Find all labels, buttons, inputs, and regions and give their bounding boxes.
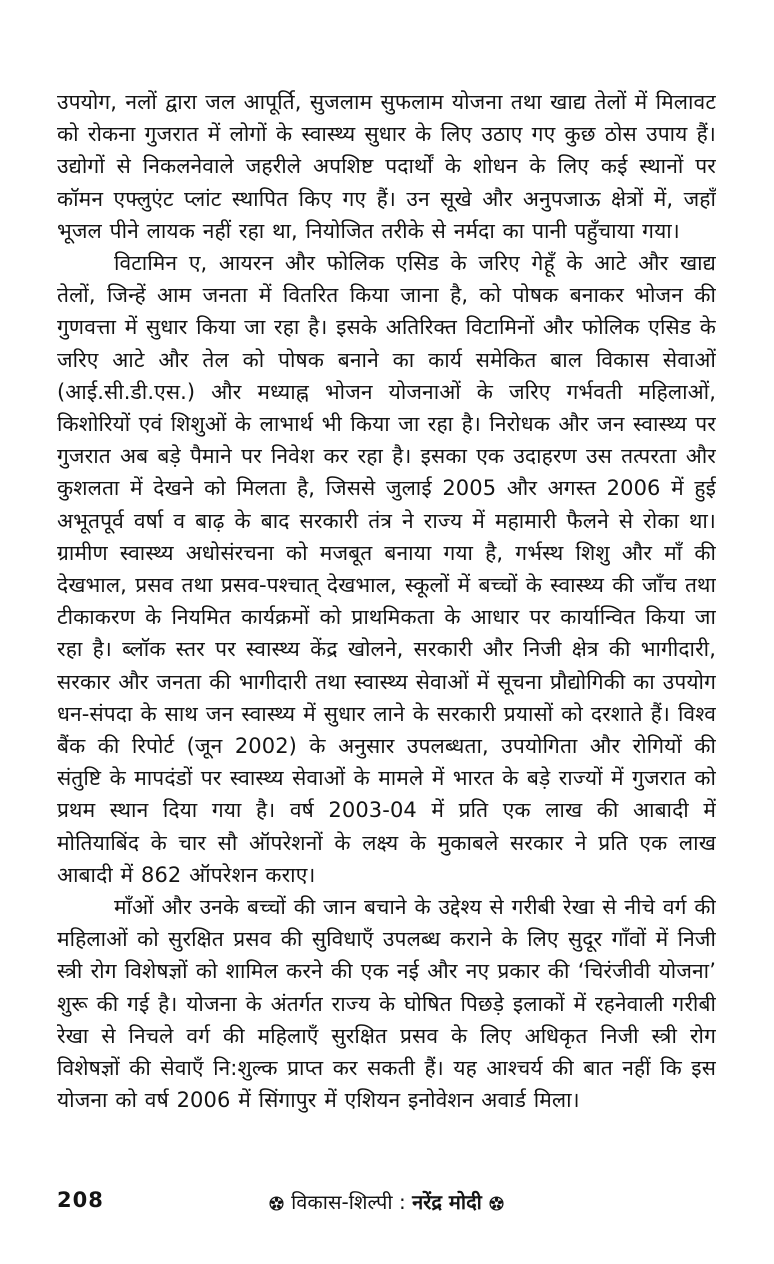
page-footer — [57, 1188, 716, 1216]
rosette-ornament-icon — [489, 1196, 504, 1211]
page-body-text — [57, 86, 716, 1164]
page-number: 208 — [57, 1188, 104, 1212]
rosette-ornament-icon — [269, 1196, 284, 1211]
running-title-author: नरेंद्र मोदी — [412, 1190, 482, 1214]
body-paragraph: विटामिन ए, आयरन और फोलिक एसिड के जरिए गेहूँ के आटे और खाद्य तेलों, जिन्हें आम जनता में वितरित किया जाना है, को पोषक बनाकर भोजन की गुणवत्ता में सुधार किया जा रहा है। इसके अतिरिक्त विटामिनों और फोलिक एसिड के जरिए आटे और तेल को पोषक बनाने का कार्य समेकित बाल विकास सेवाओं (आई.सी.डी.एस.) और मध्याह्न भोजन योजनाओं के जरिए गर्भवती महिलाओं, किशोरियों एवं शिशुओं के लाभार्थ भी किया जा रहा है। निरोधक और जन स्वास्थ्य पर गुजरात अब बड़े पैमाने पर निवेश कर रहा है। इसका एक उदाहरण उस तत्परता और कुशलता में देखने को मिलता है, जिससे जुलाई 2005 और अगस्त 2006 में हुई अभूतपूर्व वर्षा व बाढ़ के बाद सरकारी तंत्र ने राज्य में महामारी फैलने से रोका था। ग्रामीण स्वास्थ्य अधोसंरचना को मजबूत बनाया गया है, गर्भस्थ शिशु और माँ की देखभाल, प्रसव तथा प्रसव-पश्चात् देखभाल, स्कूलों में बच्चों के स्वास्थ्य की जाँच तथा टीकाकरण के नियमित कार्यक्रमों को प्राथमिकता के आधार पर कार्यान्वित किया जा रहा है। ब्लॉक स्तर पर स्वास्थ्य केंद्र खोलने, सरकारी और निजी क्षेत्र की भागीदारी, सरकार और जनता की भागीदारी तथा स्वास्थ्य सेवाओं में सूचना प्रौद्योगिकी का उपयोग धन-संपदा के साथ जन स्वास्थ्य में सुधार लाने के सरकारी प्रयासों को दरशाते हैं। विश्व बैंक की रिपोर्ट (जून 2002) के अनुसार उपलब्धता, उपयोगिता और रोगियों की संतुष्टि के मापदंडों पर स्वास्थ्य सेवाओं के मामले में भारत के बड़े राज्यों में गुजरात को प्रथम स्थान दिया गया है। वर्ष 2003-04 में प्रति एक लाख की आबादी में मोतियाबिंद के चार सौ ऑपरेशनों के लक्ष्य के मुकाबले सरकार ने प्रति एक लाख आबादी में 862 ऑपरेशन कराए। — [57, 251, 716, 887]
body-paragraph: उपयोग, नलों द्वारा जल आपूर्ति, सुजलाम सुफलाम योजना तथा खाद्य तेलों में मिलावट को रोकना गुजरात में लोगों के स्वास्थ्य सुधार के लिए उठाए गए कुछ ठोस उपाय हैं। उद्योगों से निकलनेवाले जहरीले अपशिष्ट पदार्थों के शोधन के लिए कई स्थानों पर कॉमन एफ्लुएंट प्लांट स्थापित किए गए हैं। उन सूखे और अनुपजाऊ क्षेत्रों में, जहाँ भूजल पीने लायक नहीं रहा था, नियोजित तरीके से नर्मदा का पानी पहुँचाया गया। — [57, 90, 716, 243]
body-paragraph: माँओं और उनके बच्चों की जान बचाने के उद्देश्य से गरीबी रेखा से नीचे वर्ग की महिलाओं को सुरक्षित प्रसव की सुविधाएँ उपलब्ध कराने के लिए सुदूर गाँवों में निजी स्त्री रोग विशेषज्ञों को शामिल करने की एक नई और नए प्रकार की ‘चिरंजीवी योजना’ शुरू की गई है। योजना के अंतर्गत राज्य के घोषित पिछड़े इलाकों में रहनेवाली गरीबी रेखा से निचले वर्ग की महिलाएँ सुरक्षित प्रसव के लिए अधिकृत निजी स्त्री रोग विशेषज्ञों की सेवाएँ नि:शुल्क प्राप्त कर सकती हैं। यह आश्चर्य की बात नहीं कि इस योजना को वर्ष 2006 में सिंगापुर में एशियन इनोवेशन अवार्ड मिला। — [57, 895, 716, 1113]
running-title — [57, 1188, 716, 1215]
running-title-text: विकास-शिल्पी : — [291, 1190, 406, 1214]
